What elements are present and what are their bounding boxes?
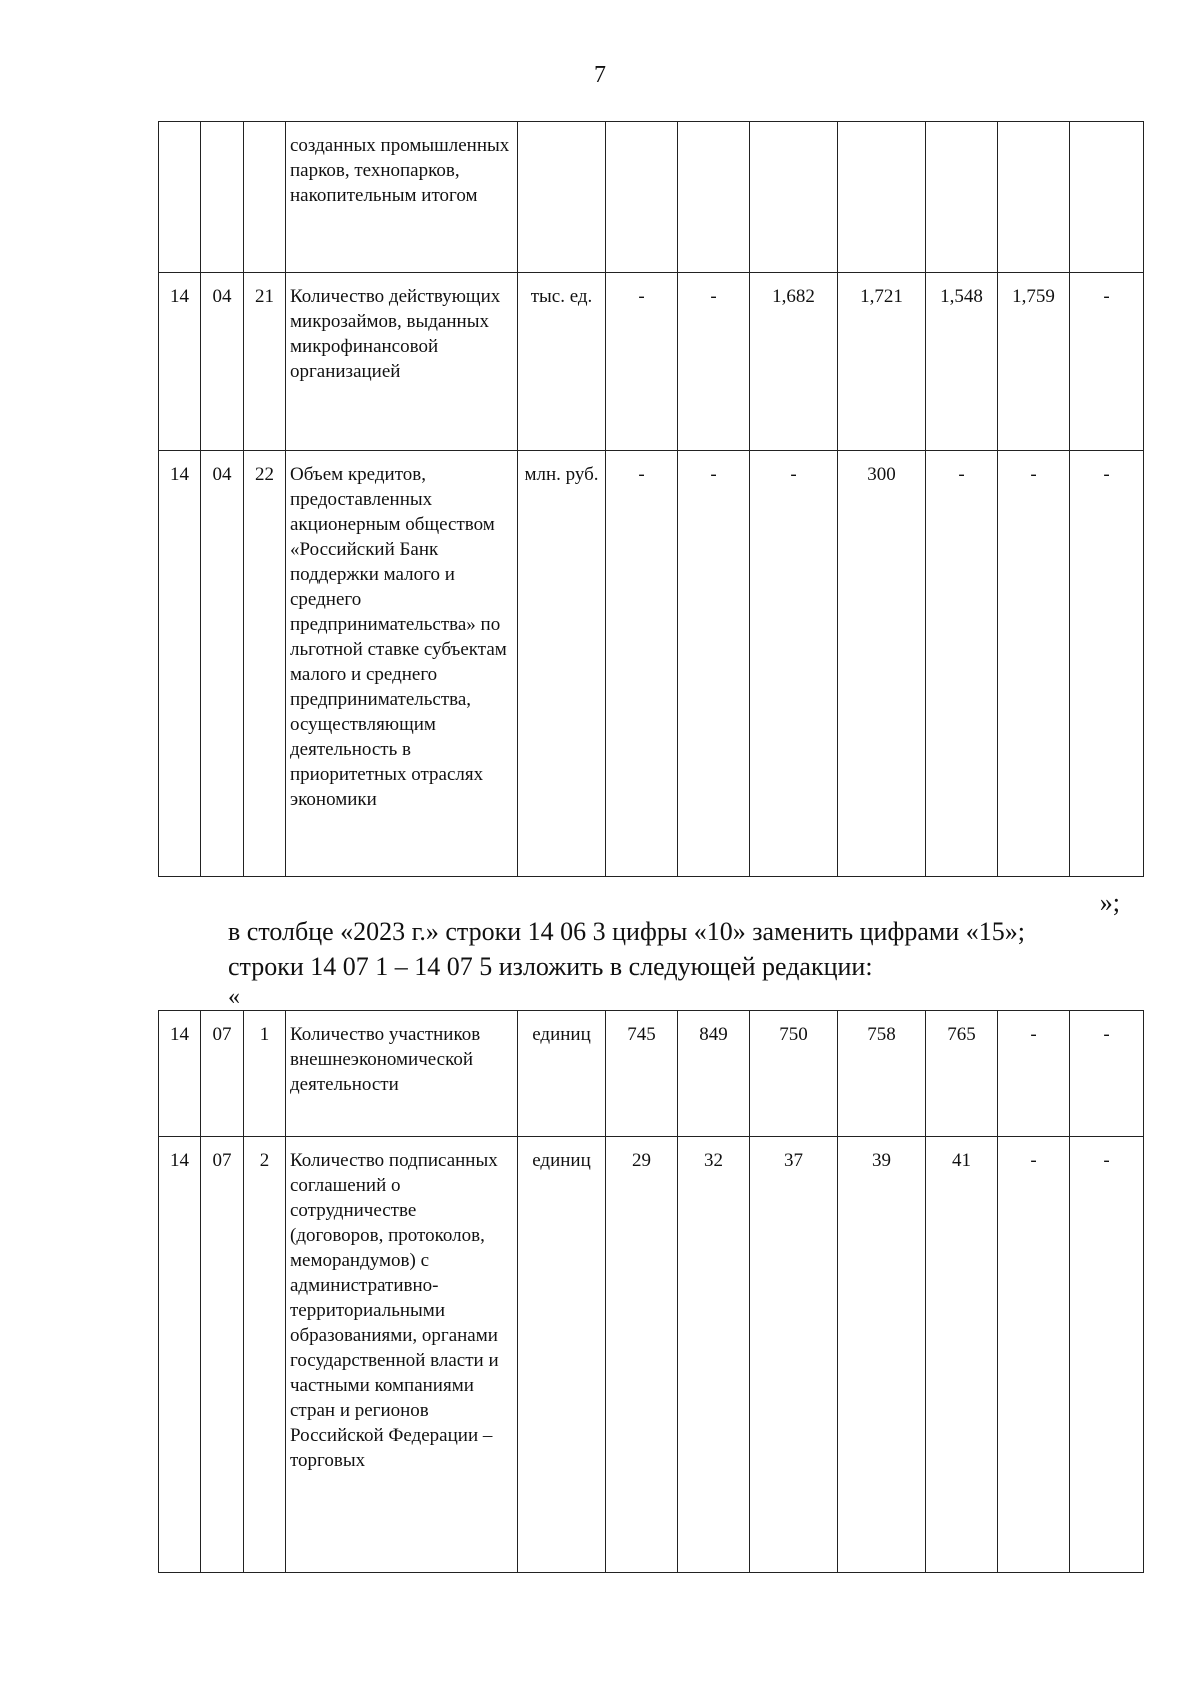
value-cell: - (750, 451, 838, 877)
indicator-name-cell: Количество подписанных соглашений о сотрудничестве (договоров, протоколов, меморандумов) с административно-территориальными образованиями, органами государственной власти и частными компаниями стран и регионов Российской Федерации – торговых (286, 1137, 518, 1573)
value-cell: 765 (926, 1011, 998, 1137)
table-row (159, 122, 1144, 273)
value-cell (750, 122, 838, 273)
table-row (159, 1137, 1144, 1573)
value-cell: 32 (678, 1137, 750, 1573)
value-cell: - (1070, 273, 1144, 451)
value-cell: - (1070, 1011, 1144, 1137)
value-cell: - (678, 451, 750, 877)
value-cell: - (998, 1137, 1070, 1573)
value-cell: 39 (838, 1137, 926, 1573)
value-cell (606, 122, 678, 273)
code-item-cell: 21 (244, 273, 286, 451)
code-item-cell: 2 (244, 1137, 286, 1573)
value-cell (838, 122, 926, 273)
value-cell (998, 122, 1070, 273)
code-subsection-cell: 04 (201, 451, 244, 877)
value-cell: - (998, 1011, 1070, 1137)
unit-cell: единиц (518, 1011, 606, 1137)
unit-cell: тыс. ед. (518, 273, 606, 451)
value-cell (678, 122, 750, 273)
value-cell: 300 (838, 451, 926, 877)
code-subsection-cell: 07 (201, 1011, 244, 1137)
table-row (159, 1011, 1144, 1137)
code-section-cell: 14 (159, 273, 201, 451)
table-row (159, 273, 1144, 451)
value-cell (1070, 122, 1144, 273)
value-cell: 1,682 (750, 273, 838, 451)
indicators-table-continued (158, 121, 1144, 877)
value-cell: 1,721 (838, 273, 926, 451)
value-cell: - (678, 273, 750, 451)
unit-cell: единиц (518, 1137, 606, 1573)
indicator-name-cell: созданных промышленных парков, технопарков, накопительным итогом (286, 122, 518, 273)
code-subsection-cell: 04 (201, 273, 244, 451)
unit-cell: млн. руб. (518, 451, 606, 877)
indicator-name-cell: Количество действующих микрозаймов, выданных микрофинансовой организацией (286, 273, 518, 451)
value-cell: 849 (678, 1011, 750, 1137)
code-subsection-cell: 07 (201, 1137, 244, 1573)
table-row (159, 451, 1144, 877)
code-section-cell: 14 (159, 1137, 201, 1573)
indicator-name-cell: Количество участников внешнеэкономической деятельности (286, 1011, 518, 1137)
indicator-name-cell: Объем кредитов, предоставленных акционерным обществом «Российский Банк поддержки малого и среднего предпринимательства» по льготной ставке субъектам малого и среднего предпринимательства, осуществляющим деятельность в приоритетных отраслях экономики (286, 451, 518, 877)
amendment-paragraph-1: в столбце «2023 г.» строки 14 06 3 цифры «10» заменить цифрами «15»; (228, 917, 1025, 946)
unit-cell (518, 122, 606, 273)
opening-quote: « (228, 984, 240, 1010)
page-number: 7 (594, 62, 606, 88)
code-item-cell: 22 (244, 451, 286, 877)
closing-quote: »; (1099, 888, 1120, 917)
value-cell: 745 (606, 1011, 678, 1137)
code-section-cell: 14 (159, 451, 201, 877)
value-cell: - (1070, 1137, 1144, 1573)
code-subsection-cell (201, 122, 244, 273)
code-section-cell (159, 122, 201, 273)
code-item-cell (244, 122, 286, 273)
value-cell: 41 (926, 1137, 998, 1573)
value-cell: - (1070, 451, 1144, 877)
value-cell: 1,548 (926, 273, 998, 451)
value-cell: - (998, 451, 1070, 877)
value-cell: - (606, 451, 678, 877)
value-cell: 758 (838, 1011, 926, 1137)
value-cell: - (606, 273, 678, 451)
value-cell: 750 (750, 1011, 838, 1137)
value-cell: 29 (606, 1137, 678, 1573)
value-cell: - (926, 451, 998, 877)
amendment-paragraph-2: строки 14 07 1 – 14 07 5 изложить в следующей редакции: (228, 952, 873, 981)
value-cell (926, 122, 998, 273)
value-cell: 1,759 (998, 273, 1070, 451)
value-cell: 37 (750, 1137, 838, 1573)
code-section-cell: 14 (159, 1011, 201, 1137)
indicators-table-new (158, 1010, 1144, 1573)
code-item-cell: 1 (244, 1011, 286, 1137)
